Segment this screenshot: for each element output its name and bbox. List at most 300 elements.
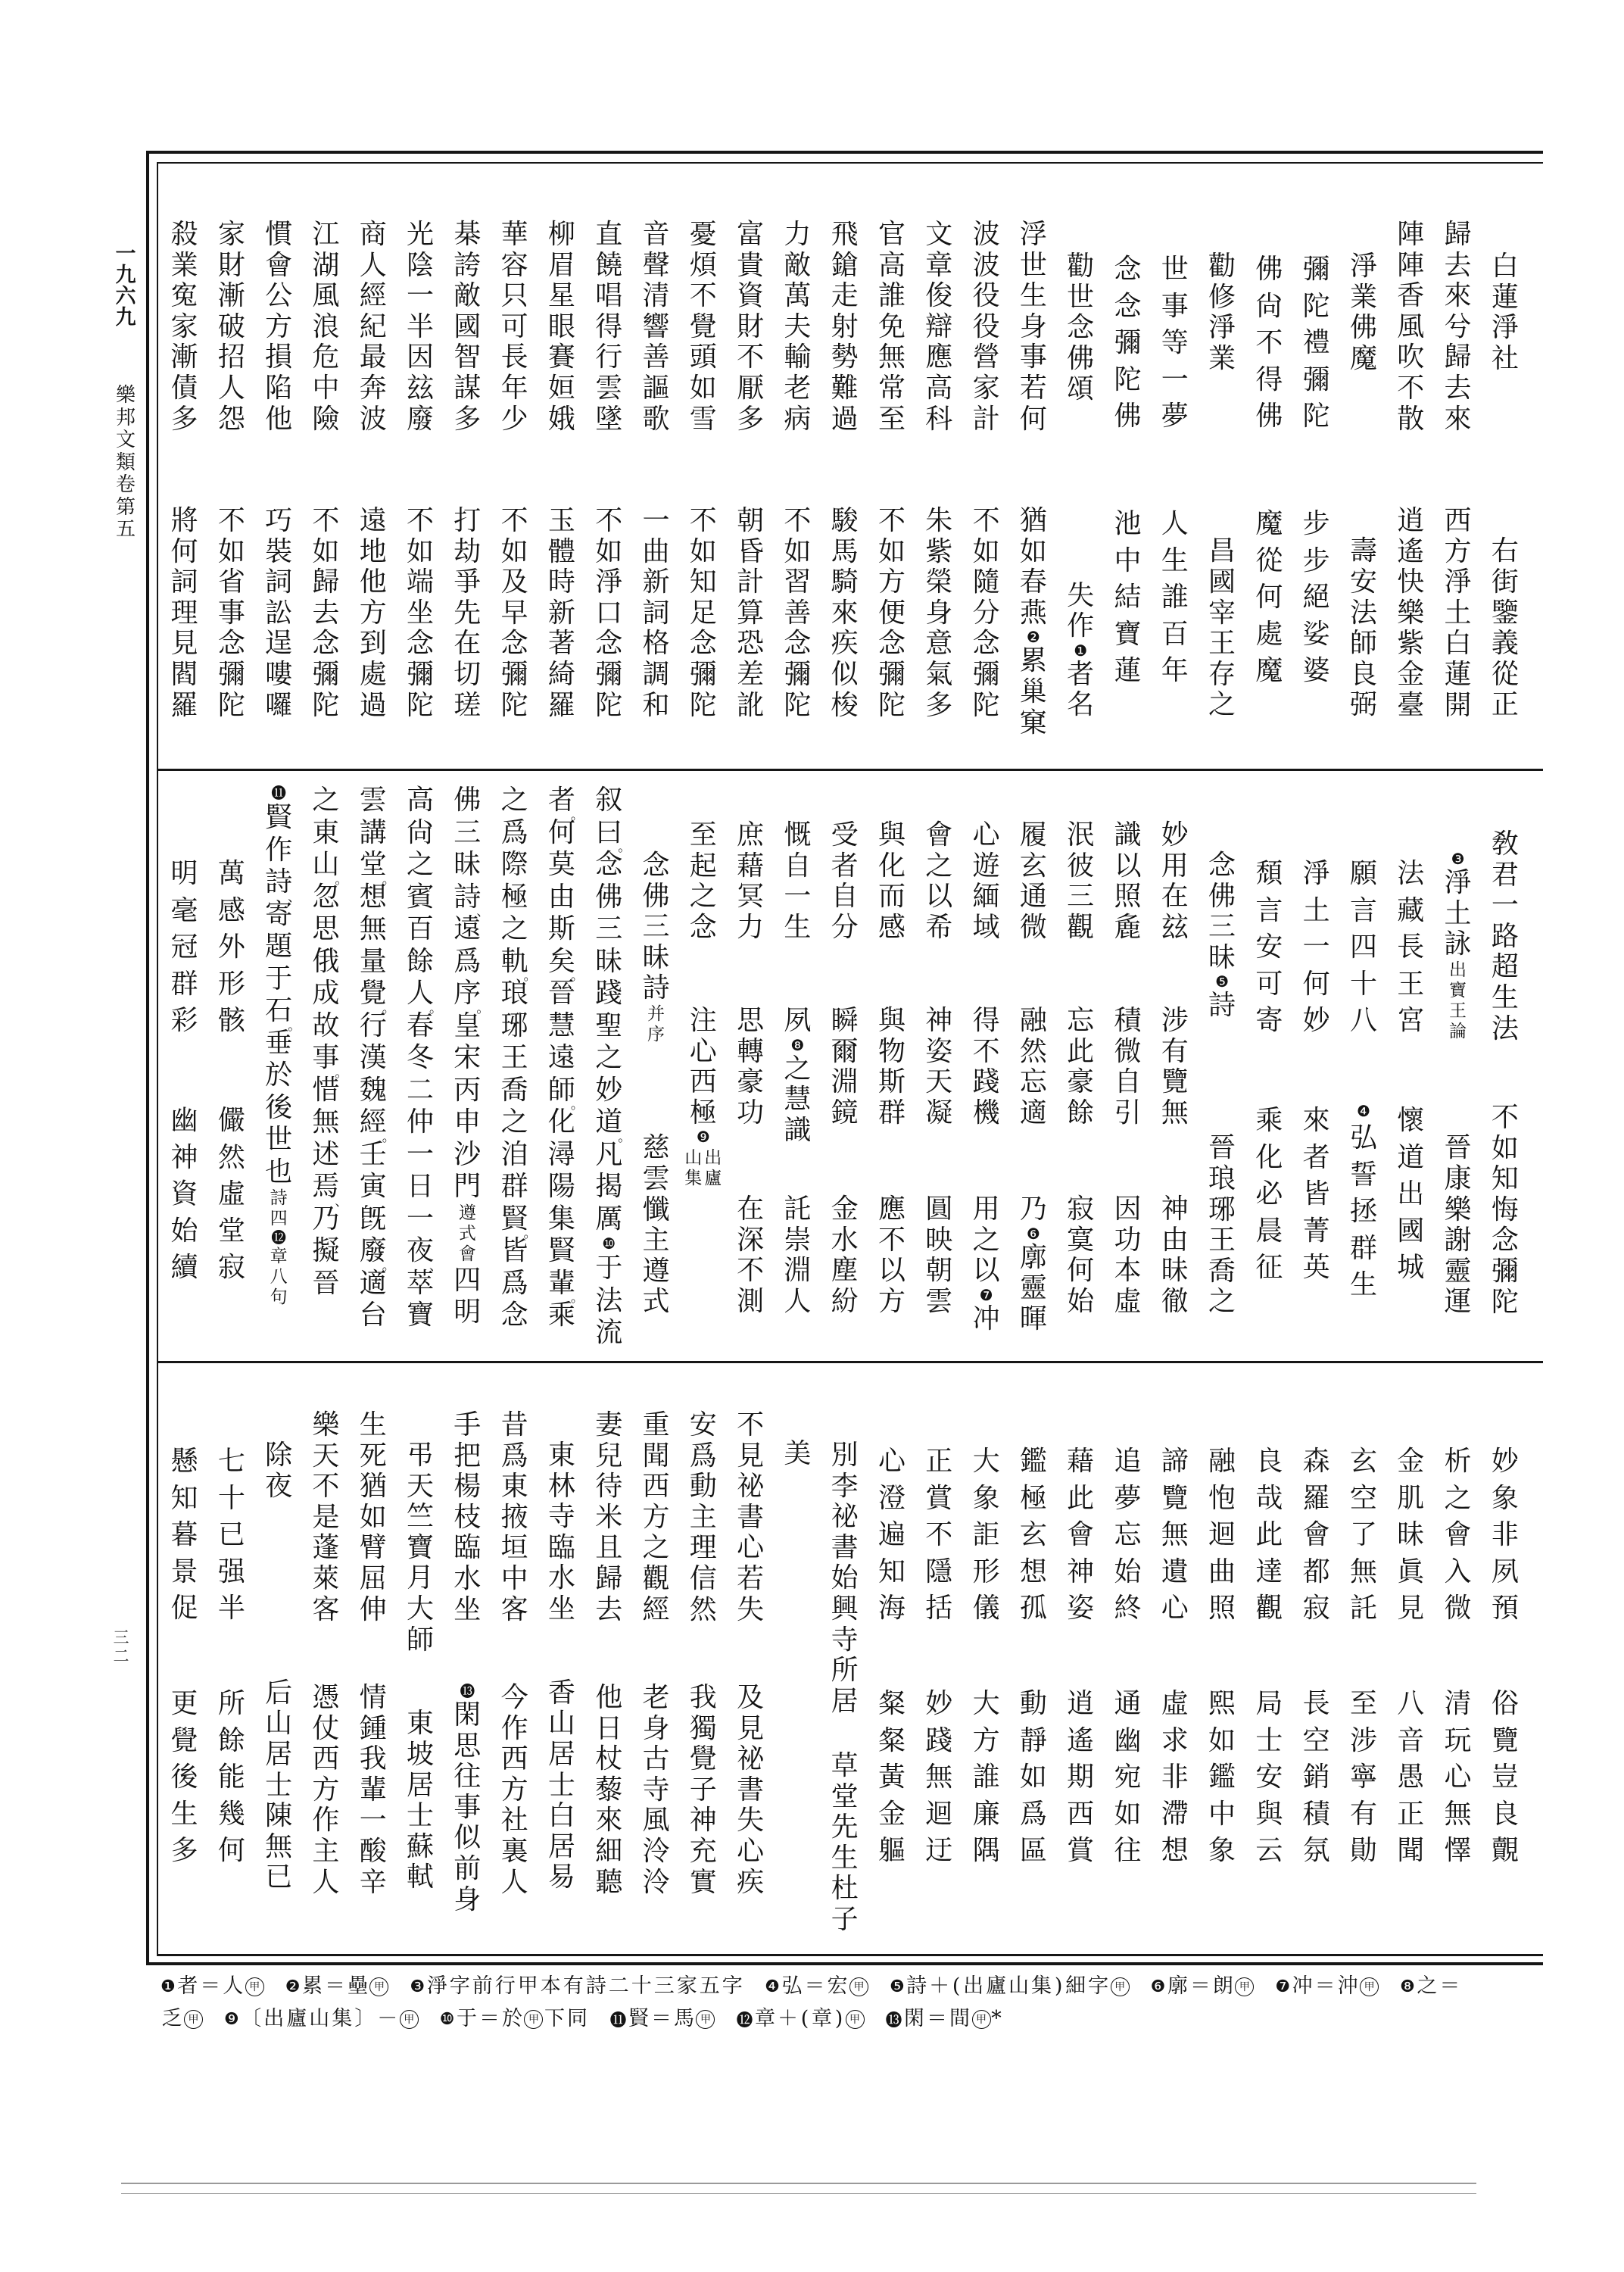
glyph: 測	[737, 1285, 765, 1317]
glyph: 陷	[265, 372, 293, 404]
text-column	[1482, 770, 1529, 1362]
glyph: 所	[831, 1655, 859, 1687]
glyph: 長	[1302, 1688, 1330, 1719]
glyph: 可	[500, 311, 528, 342]
glyph: 多	[454, 403, 482, 435]
glyph: 懺	[642, 1194, 670, 1225]
glyph: 幽	[1114, 1724, 1142, 1756]
glyph: 多	[925, 689, 953, 721]
glyph: 業	[170, 249, 198, 281]
glyph: 群	[877, 1097, 906, 1128]
glyph: 及	[500, 566, 528, 598]
glyph: 遠	[454, 913, 482, 944]
text-column	[161, 770, 207, 1362]
glyph: 人	[500, 1866, 528, 1898]
glyph: 萃	[407, 1267, 435, 1299]
glyph: 外	[217, 932, 245, 963]
poem-title	[1057, 251, 1104, 405]
glyph: 章	[925, 249, 953, 281]
author-line	[632, 1133, 679, 1318]
glyph: 俊	[925, 280, 953, 312]
glyph: 廓	[1167, 1974, 1188, 1998]
glyph: 餘	[1067, 1097, 1095, 1128]
verse-line-lower	[727, 506, 774, 721]
glyph: 何	[1019, 403, 1047, 435]
glyph: 文	[115, 429, 136, 451]
frame-left-outer-line	[146, 151, 149, 1965]
glyph: 感	[217, 894, 245, 926]
glyph: 邦	[115, 406, 136, 429]
glyph: 乘	[1255, 1105, 1283, 1136]
verse-line-upper	[302, 1410, 349, 1625]
glyph: 掖	[500, 1501, 528, 1533]
glyph: 多	[737, 403, 765, 435]
glyph: 十	[217, 1482, 245, 1514]
glyph: 黃	[877, 1762, 906, 1793]
glyph: 資	[737, 280, 765, 312]
verse-line-upper	[727, 220, 774, 435]
glyph: 堂 。	[359, 849, 395, 888]
glyph: 彌	[500, 658, 528, 690]
glyph: 文	[925, 219, 953, 250]
glyph: 枝	[454, 1501, 482, 1533]
footnote-item	[161, 2005, 203, 2033]
glyph: 之	[500, 913, 528, 944]
glyph: 迴	[1208, 1519, 1236, 1550]
glyph: 鏡	[831, 1097, 859, 1128]
glyph: 豪	[737, 1066, 765, 1098]
glyph: 多	[170, 1835, 198, 1866]
glyph: 玆	[407, 372, 435, 404]
glyph: 臨	[454, 1532, 482, 1564]
glyph: 音	[642, 219, 670, 250]
glyph: 藜	[595, 1774, 623, 1805]
glyph: 微	[1114, 1035, 1142, 1067]
glyph: 洎	[500, 1138, 528, 1170]
verse-segment	[1057, 1194, 1104, 1317]
glyph: 冠	[170, 932, 198, 963]
glyph: 夢	[1114, 1482, 1142, 1514]
glyph: 細	[595, 1835, 623, 1867]
glyph: 結	[1114, 582, 1142, 613]
glyph: 家	[170, 311, 198, 342]
glyph: 響	[642, 311, 670, 342]
verse-line-upper	[1245, 1443, 1292, 1628]
glyph: 與	[877, 1005, 906, 1036]
glyph: 待	[595, 1471, 623, 1503]
glyph: 草	[831, 1750, 859, 1781]
glyph: 方	[265, 311, 293, 342]
glyph: 星	[547, 280, 575, 312]
text-column	[397, 1362, 444, 1954]
glyph: 壘	[347, 1974, 368, 1998]
verse-line-lower	[1010, 506, 1057, 738]
glyph: 廉	[972, 1798, 1000, 1830]
poem-title	[1340, 251, 1387, 374]
glyph: 見	[737, 1712, 765, 1744]
glyph: 卷	[115, 473, 136, 496]
glyph: 集	[1031, 1974, 1052, 1998]
glyph: 省	[217, 566, 245, 598]
glyph: 玩	[1444, 1724, 1472, 1756]
verse-line-upper	[1293, 1443, 1340, 1628]
glyph: 映	[925, 1224, 953, 1256]
glyph: 堂	[831, 1780, 859, 1812]
glyph: 悔	[1491, 1194, 1519, 1225]
glyph: 惜	[312, 1074, 340, 1106]
glyph: 揭	[595, 1171, 623, 1202]
glyph: 由	[1161, 1224, 1189, 1256]
glyph: 八	[1349, 1005, 1377, 1036]
glyph: 正	[1397, 1798, 1425, 1830]
glyph: 只	[500, 280, 528, 312]
text-column	[444, 770, 491, 1362]
glyph: 分	[972, 597, 1000, 629]
verse-line-lower	[1010, 1686, 1057, 1870]
glyph: 然	[1019, 1035, 1047, 1067]
glyph: 往	[454, 1761, 482, 1793]
verse-line-lower	[727, 1683, 774, 1898]
punctuation-mark: 。	[570, 1290, 584, 1306]
punctuation-mark: 。	[476, 1000, 490, 1016]
glyph: 漢	[359, 1042, 387, 1073]
glyph: 曲	[642, 535, 670, 567]
text-column	[868, 1362, 915, 1954]
glyph: 康	[1444, 1163, 1472, 1195]
verse-segment	[1152, 820, 1199, 943]
glyph: 如	[1491, 1132, 1519, 1164]
glyph: 樂	[1397, 597, 1425, 629]
glyph: 累	[301, 1974, 323, 1998]
glyph: 應	[925, 342, 953, 373]
glyph: 念	[407, 628, 435, 660]
glyph: 大	[972, 1688, 1000, 1719]
glyph: 賢	[547, 1235, 575, 1266]
glyph: 心	[737, 1532, 765, 1564]
glyph: 琊	[1208, 1194, 1236, 1225]
glyph: 弼	[1349, 689, 1377, 721]
glyph: 覽	[1161, 1482, 1189, 1514]
verse-line-upper	[397, 220, 444, 435]
text-column	[774, 151, 821, 769]
glyph: 廬	[704, 1169, 722, 1189]
verse-line-lower	[1482, 1103, 1529, 1318]
glyph: 商	[359, 219, 387, 250]
glyph: 雲	[359, 785, 387, 816]
verse-line-lower	[680, 1683, 727, 1898]
glyph: 詩	[906, 1974, 927, 1998]
glyph: 之	[500, 785, 528, 816]
glyph: 何	[1255, 582, 1283, 613]
author-line	[397, 1709, 444, 1893]
glyph: 爾	[831, 1035, 859, 1067]
glyph: 眉	[547, 249, 575, 281]
glyph: 何	[1302, 968, 1330, 1000]
glyph: 端	[407, 566, 435, 598]
verse-line-lower	[1057, 1686, 1104, 1870]
glyph: 淨	[426, 1974, 447, 1998]
verse-line-upper	[868, 220, 915, 435]
glyph: 慧	[547, 1010, 575, 1041]
glyph: 兒	[595, 1440, 623, 1471]
text-column	[255, 1362, 302, 1954]
glyph: 成	[312, 978, 340, 1009]
verse-line-upper	[1057, 1443, 1104, 1628]
glyph: 綺	[547, 658, 575, 690]
verse-line-upper	[208, 220, 255, 435]
text-column	[1010, 151, 1057, 769]
note-left	[684, 1148, 703, 1189]
glyph: 輩 。	[547, 1267, 584, 1306]
glyph: 除	[265, 1440, 293, 1471]
glyph: 昧	[1397, 1519, 1425, 1550]
glyph: 于	[456, 2007, 477, 2030]
glyph: 機	[972, 1097, 1000, 1128]
glyph: 以	[877, 1255, 906, 1287]
verse-segment	[1152, 1194, 1199, 1317]
glyph: 姿	[925, 1035, 953, 1067]
glyph: 土	[1444, 597, 1472, 629]
glyph: 得	[972, 1005, 1000, 1036]
glyph: 別	[831, 1440, 859, 1471]
footnote-text	[903, 2005, 971, 2033]
glyph: 此	[1255, 1519, 1283, 1550]
verse-line-upper	[161, 1443, 207, 1628]
glyph: 軀	[877, 1835, 906, 1866]
text-column	[302, 151, 349, 769]
glyph: 圓	[925, 1194, 953, 1225]
glyph: 爭	[454, 566, 482, 598]
glyph: 清	[1444, 1688, 1472, 1719]
glyph: 萬	[784, 280, 812, 312]
prose-text	[452, 1265, 482, 1329]
glyph: 師	[407, 1624, 435, 1656]
text-column	[1010, 770, 1057, 1362]
glyph: 託	[784, 1194, 812, 1225]
glyph: 者	[831, 850, 859, 882]
text-column	[774, 770, 821, 1362]
glyph: 敎	[1491, 829, 1519, 860]
glyph: 往	[1114, 1835, 1142, 1866]
glyph: 憑	[312, 1682, 340, 1713]
glyph: 輩	[359, 1774, 387, 1805]
glyph: 墜	[595, 403, 623, 435]
glyph: 有	[1349, 1798, 1377, 1830]
glyph: 聞	[1397, 1835, 1425, 1866]
glyph: 賢	[628, 2007, 649, 2030]
glyph: 託	[1349, 1593, 1377, 1624]
glyph: 他	[359, 566, 387, 598]
glyph: 長	[500, 342, 528, 373]
glyph: 風	[1397, 311, 1425, 342]
glyph: 情	[359, 1682, 387, 1713]
glyph: 陀	[1114, 364, 1142, 395]
glyph: 恐	[737, 628, 765, 660]
glyph: 去	[595, 1593, 623, 1625]
glyph: 曲	[1208, 1556, 1236, 1587]
glyph: 生	[359, 1409, 387, 1440]
verse-line-upper	[302, 220, 349, 435]
glyph: 浪	[312, 311, 340, 342]
glyph: 妙	[925, 1688, 953, 1719]
glyph: 二	[113, 1647, 129, 1665]
glyph: 他	[265, 403, 293, 435]
glyph: 隅	[972, 1835, 1000, 1866]
glyph: 遵	[458, 1203, 476, 1223]
glyph: 紫	[925, 535, 953, 567]
glyph: 良	[1349, 658, 1377, 690]
glyph: 佛	[1255, 401, 1283, 432]
punctuation-mark: 。	[335, 872, 348, 888]
glyph: 王	[1208, 628, 1236, 660]
text-column	[302, 1362, 349, 1954]
glyph: 賽	[547, 342, 575, 373]
glyph: 象	[1491, 1482, 1519, 1514]
glyph: 高	[877, 249, 906, 281]
text-column	[585, 1362, 632, 1954]
glyph: 迴	[925, 1798, 953, 1830]
footnote-item	[765, 1973, 868, 2000]
circled-source-icon: 甲	[369, 1977, 388, 1996]
glyph: 也	[265, 1156, 293, 1187]
glyph: 賞	[1067, 1835, 1095, 1866]
glyph: 詩	[1208, 990, 1236, 1022]
glyph: 爲	[454, 945, 482, 977]
circled-source-icon: 甲	[524, 2010, 543, 2029]
glyph: 書	[831, 1531, 859, 1563]
glyph: 彌	[217, 658, 245, 690]
verse-line-upper	[585, 220, 632, 435]
glyph: 如	[595, 535, 623, 567]
glyph: 慧	[784, 1084, 812, 1116]
glyph: 萬	[217, 858, 245, 889]
verse-line-upper	[491, 220, 538, 435]
glyph: 天	[312, 1440, 340, 1471]
glyph: 池	[1114, 508, 1142, 539]
text-number	[111, 244, 141, 329]
glyph: 射	[831, 311, 859, 342]
glyph: 屈	[359, 1562, 387, 1594]
verse-line-upper	[1152, 251, 1199, 435]
glyph: 之	[642, 1532, 670, 1564]
glyph: 囉	[265, 689, 293, 721]
verse-segment	[868, 820, 915, 943]
prose-line	[538, 785, 585, 1332]
glyph: 俄	[312, 945, 340, 977]
note-marker: ❽	[790, 1035, 805, 1054]
glyph: 心	[972, 819, 1000, 850]
glyph: 空	[1349, 1482, 1377, 1514]
glyph: 金	[831, 1194, 859, 1225]
glyph: 念	[784, 628, 812, 660]
glyph: )	[1054, 1974, 1063, 1998]
glyph: 軌 。	[500, 945, 537, 984]
glyph: 陀	[877, 689, 906, 721]
text-column	[1434, 151, 1481, 769]
glyph: 百	[407, 913, 435, 944]
glyph: 如	[500, 535, 528, 567]
glyph: 土	[1302, 894, 1330, 926]
glyph: 西	[500, 1743, 528, 1775]
glyph: 似	[831, 658, 859, 690]
verse-segment	[1104, 1194, 1151, 1317]
glyph: 王	[1397, 968, 1425, 1000]
verse-line-upper	[350, 1410, 397, 1625]
glyph: 過	[359, 689, 387, 721]
glyph: 明	[454, 1297, 482, 1328]
glyph: 冲	[972, 1303, 1000, 1334]
glyph: 念	[500, 1300, 528, 1331]
verse-line-upper	[727, 1410, 774, 1625]
glyph: 水	[831, 1224, 859, 1256]
glyph: 饒	[595, 249, 623, 281]
glyph: 陣	[1397, 219, 1425, 250]
glyph: 體	[547, 535, 575, 567]
verse-line-upper	[1482, 829, 1529, 1044]
glyph: 曰 。	[595, 816, 631, 855]
glyph: 九	[115, 264, 136, 287]
text-column	[1293, 151, 1340, 769]
title-note	[647, 1004, 666, 1045]
glyph: 入	[1444, 1556, 1472, 1587]
footnote-line	[161, 2004, 1546, 2034]
glyph: 見	[737, 1440, 765, 1471]
glyph: 本	[1114, 1255, 1142, 1287]
glyph: 熙	[1208, 1688, 1236, 1719]
glyph: 中	[1208, 1798, 1236, 1830]
glyph: 照	[1114, 881, 1142, 913]
glyph: 念	[595, 628, 623, 660]
glyph: 去	[1444, 372, 1472, 404]
glyph: 百	[1161, 618, 1189, 650]
glyph: 拯	[1349, 1196, 1377, 1227]
glyph: 身	[454, 1883, 482, 1915]
glyph: 者 。	[547, 785, 584, 823]
glyph: 字	[449, 1974, 470, 1998]
glyph: 已	[217, 1519, 245, 1550]
glyph: 章	[755, 2007, 775, 2030]
glyph: 佛	[454, 785, 482, 816]
glyph: 引	[1114, 1097, 1142, 1128]
glyph: 緬	[972, 881, 1000, 913]
note-marker: ❶	[1074, 641, 1088, 660]
glyph: 國	[1397, 1215, 1425, 1247]
glyph: 羅	[1302, 1482, 1330, 1514]
glyph: 瑳	[454, 689, 482, 721]
glyph: 會	[925, 819, 953, 850]
text-column	[1387, 770, 1434, 1362]
glyph: 極	[689, 1097, 717, 1128]
glyph: 壽	[1349, 535, 1377, 567]
footnote-marker: ❹	[765, 1977, 780, 1996]
text-column	[1434, 770, 1481, 1362]
glyph: 英	[1302, 1252, 1330, 1283]
glyph: 先	[831, 1812, 859, 1843]
glyph: 彼	[1067, 850, 1095, 882]
verse-line-lower	[821, 506, 868, 721]
text-column	[1387, 1362, 1434, 1954]
text-column	[1152, 770, 1199, 1362]
glyph: 何	[1067, 1255, 1095, 1287]
glyph: 去	[312, 597, 340, 629]
glyph: 不	[407, 505, 435, 536]
footnote-text	[301, 1973, 369, 2000]
glyph: 打	[454, 505, 482, 536]
glyph: 區	[1019, 1835, 1047, 1866]
glyph: 通	[1114, 1688, 1142, 1719]
glyph: 五	[115, 518, 136, 541]
glyph: 夙	[784, 1005, 812, 1036]
